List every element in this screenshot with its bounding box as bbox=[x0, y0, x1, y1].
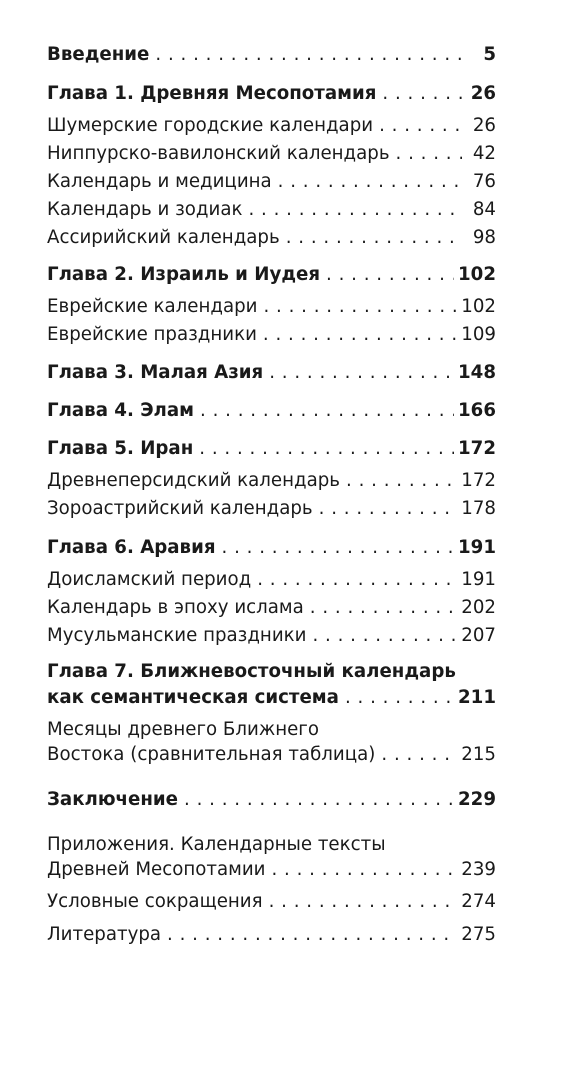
dot-leader bbox=[200, 397, 454, 425]
toc-entry-page: 239 bbox=[461, 859, 496, 880]
toc-entry-page: 102 bbox=[461, 296, 496, 317]
toc-entry-title: Доисламский период bbox=[47, 569, 252, 590]
dot-leader bbox=[263, 321, 457, 349]
toc-entry-title: Литература bbox=[47, 924, 162, 945]
dot-leader bbox=[346, 467, 457, 495]
toc-entry-title: Заключение bbox=[47, 789, 179, 810]
toc-entry-title: Ниппурско-вавилонский календарь bbox=[47, 143, 390, 164]
toc-entry-zoroastrian-calendar[interactable] bbox=[47, 495, 496, 523]
toc-entry-calendar-and-medicine[interactable] bbox=[47, 168, 496, 196]
toc-entry-title: Введение bbox=[47, 44, 150, 65]
dot-leader bbox=[199, 435, 454, 463]
dot-leader bbox=[382, 80, 462, 108]
dot-leader bbox=[319, 495, 458, 523]
toc-entry-chapter-6[interactable] bbox=[47, 534, 496, 562]
toc-entry-page: 172 bbox=[458, 438, 496, 459]
toc-entry-page: 5 bbox=[483, 44, 496, 65]
toc-entry-page: 229 bbox=[458, 789, 496, 810]
dot-leader bbox=[379, 112, 462, 140]
toc-entry-page: 172 bbox=[461, 470, 496, 491]
toc-entry-calendar-islamic-era[interactable] bbox=[47, 594, 496, 622]
toc-entry-title: Условные сокращения bbox=[47, 891, 263, 912]
dot-leader bbox=[278, 168, 462, 196]
toc-entry-chapter-7-line-1[interactable]: Глава 7. Ближневосточный календарь bbox=[47, 661, 456, 682]
toc-entry-page: 84 bbox=[472, 199, 496, 220]
toc-entry-chapter-5[interactable] bbox=[47, 435, 496, 463]
dot-leader bbox=[167, 921, 457, 949]
toc-entry-page: 102 bbox=[458, 264, 496, 285]
dot-leader bbox=[396, 140, 462, 168]
toc-entry-appendix[interactable] bbox=[47, 856, 496, 884]
toc-entry-page: 274 bbox=[461, 891, 496, 912]
toc-entry-title: Глава 5. Иран bbox=[47, 438, 194, 459]
toc-entry-title: Древнеперсидский календарь bbox=[47, 470, 340, 491]
toc-entry-appendix-line-1[interactable]: Приложения. Календарные тексты bbox=[47, 834, 386, 855]
toc-entry-title: Мусульманские праздники bbox=[47, 625, 307, 646]
toc-entry-page: 148 bbox=[458, 362, 496, 383]
toc-entry-title: Глава 3. Малая Азия bbox=[47, 362, 264, 383]
dot-leader bbox=[286, 224, 462, 252]
toc-entry-title: Календарь и медицина bbox=[47, 171, 272, 192]
toc-entry-title: Еврейские праздники bbox=[47, 324, 257, 345]
toc-entry-chapter-7[interactable] bbox=[47, 684, 496, 712]
toc-entry-muslim-holidays[interactable] bbox=[47, 622, 496, 650]
toc-entry-page: 207 bbox=[461, 625, 496, 646]
toc-entry-page: 166 bbox=[458, 400, 496, 421]
toc-entry-title: как семантическая система bbox=[47, 687, 339, 708]
dot-leader bbox=[269, 359, 454, 387]
toc-entry-title: Древней Месопотамии bbox=[47, 859, 266, 880]
toc-entry-jewish-calendars[interactable] bbox=[47, 293, 496, 321]
dot-leader bbox=[345, 684, 454, 712]
dot-leader bbox=[271, 856, 457, 884]
toc-entry-page: 178 bbox=[461, 498, 496, 519]
dot-leader bbox=[326, 261, 454, 289]
toc-entry-months-line-1[interactable]: Месяцы древнего Ближнего bbox=[47, 719, 319, 740]
dot-leader bbox=[155, 41, 462, 69]
dot-leader bbox=[312, 622, 457, 650]
toc-entry-page: 76 bbox=[472, 171, 496, 192]
toc-entry-title: Календарь в эпоху ислама bbox=[47, 597, 304, 618]
toc-entry-page: 202 bbox=[461, 597, 496, 618]
toc-entry-abbreviations[interactable] bbox=[47, 888, 496, 916]
toc-entry-title: Шумерские городские календари bbox=[47, 115, 374, 136]
dot-leader bbox=[269, 888, 458, 916]
toc-entry-title: Календарь и зодиак bbox=[47, 199, 243, 220]
toc-entry-page: 26 bbox=[472, 115, 496, 136]
toc-entry-chapter-2[interactable] bbox=[47, 261, 496, 289]
toc-entry-title: Глава 6. Аравия bbox=[47, 537, 216, 558]
toc-entry-page: 191 bbox=[458, 537, 496, 558]
toc-entry-title: Глава 2. Израиль и Иудея bbox=[47, 264, 321, 285]
toc-entry-title: Глава 4. Элам bbox=[47, 400, 195, 421]
toc-entry-introduction[interactable] bbox=[47, 41, 496, 69]
toc-entry-page: 215 bbox=[461, 744, 496, 765]
toc-entry-title: Ассирийский календарь bbox=[47, 227, 280, 248]
toc-entry-literature[interactable] bbox=[47, 921, 496, 949]
toc-entry-title: Зороастрийский календарь bbox=[47, 498, 313, 519]
dot-leader bbox=[184, 786, 454, 814]
toc-entry-old-persian-calendar[interactable] bbox=[47, 467, 496, 495]
dot-leader bbox=[257, 566, 457, 594]
dot-leader bbox=[222, 534, 455, 562]
toc-entry-sumerian-calendars[interactable] bbox=[47, 112, 496, 140]
toc-entry-jewish-holidays[interactable] bbox=[47, 321, 496, 349]
toc-entry-calendar-and-zodiac[interactable] bbox=[47, 196, 496, 224]
toc-entry-chapter-4[interactable] bbox=[47, 397, 496, 425]
dot-leader bbox=[381, 741, 457, 769]
toc-entry-title: Еврейские календари bbox=[47, 296, 258, 317]
toc-entry-title: Глава 1. Древняя Месопотамия bbox=[47, 83, 377, 104]
toc-entry-page: 211 bbox=[458, 687, 496, 708]
dot-leader bbox=[248, 196, 462, 224]
toc-entry-page: 109 bbox=[461, 324, 496, 345]
toc-entry-months-comparative-table[interactable] bbox=[47, 741, 496, 769]
toc-entry-nippur-babylonian-calendar[interactable] bbox=[47, 140, 496, 168]
toc-entry-chapter-1[interactable] bbox=[47, 80, 496, 108]
toc-entry-page: 275 bbox=[461, 924, 496, 945]
toc-entry-pre-islamic-period[interactable] bbox=[47, 566, 496, 594]
toc-entry-page: 191 bbox=[461, 569, 496, 590]
toc-entry-assyrian-calendar[interactable] bbox=[47, 224, 496, 252]
toc-entry-page: 98 bbox=[472, 227, 496, 248]
toc-entry-title: Востока (сравнительная таблица) bbox=[47, 744, 376, 765]
toc-entry-chapter-3[interactable] bbox=[47, 359, 496, 387]
dot-leader bbox=[263, 293, 457, 321]
toc-entry-page: 42 bbox=[472, 143, 496, 164]
toc-entry-page: 26 bbox=[470, 83, 496, 104]
dot-leader bbox=[310, 594, 457, 622]
toc-entry-conclusion[interactable] bbox=[47, 786, 496, 814]
